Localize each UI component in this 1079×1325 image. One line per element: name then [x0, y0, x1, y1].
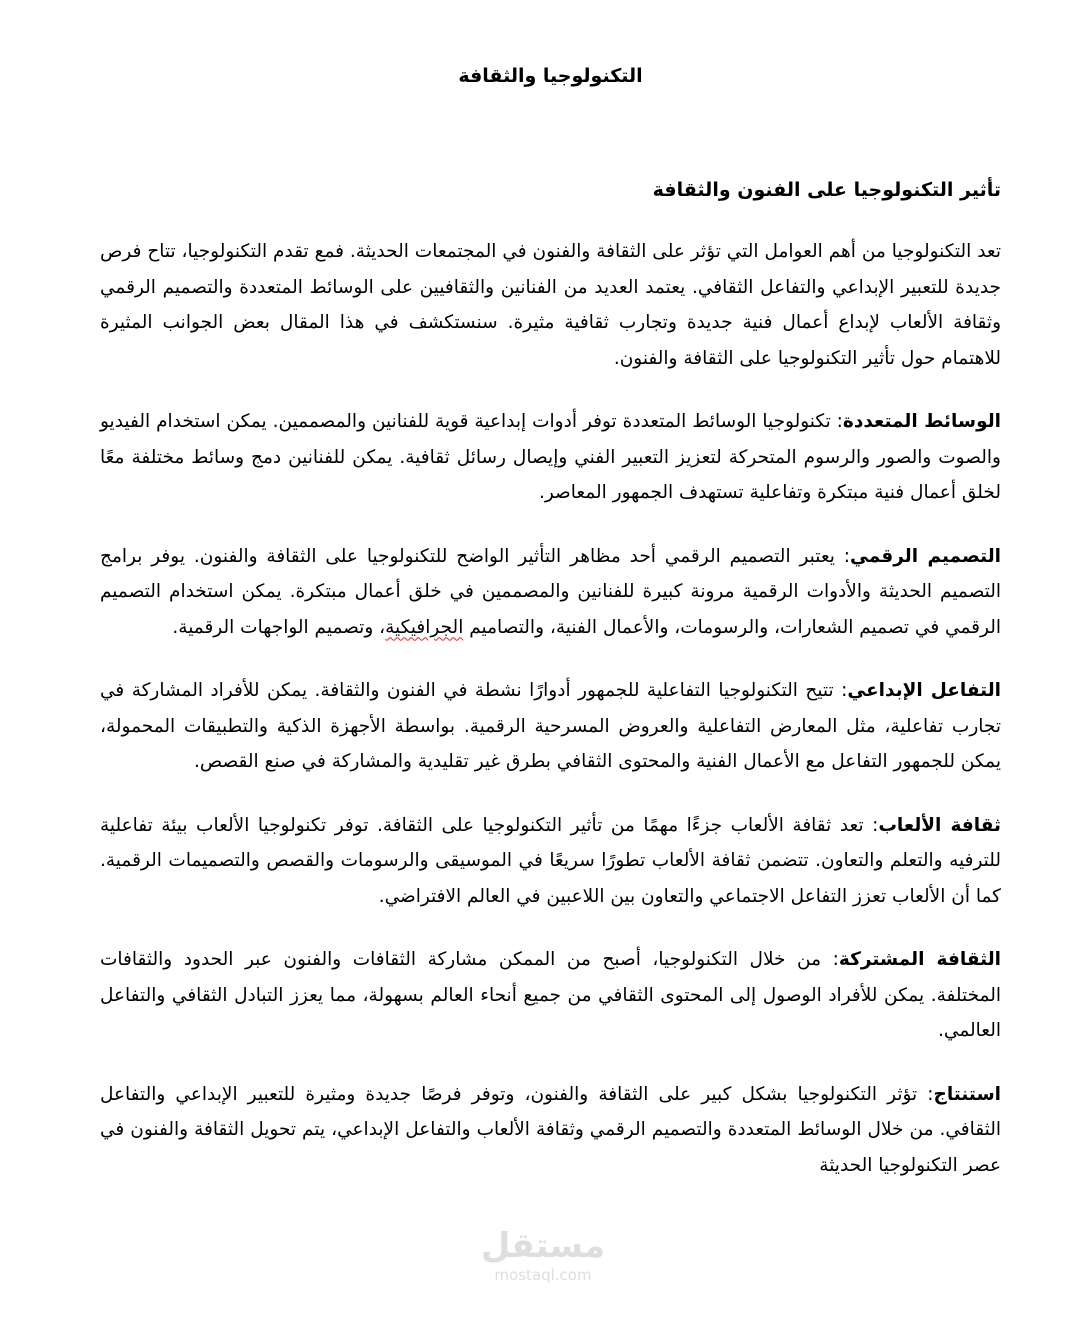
section-heading: تأثير التكنولوجيا على الفنون والثقافة — [652, 179, 1001, 201]
watermark-latin: mostaql.com — [494, 1266, 592, 1284]
shared-culture-text: : من خلال التكنولوجيا، أصبح من الممكن مشاركة الثقافات والفنون عبر الحدود والثقافات المختلفة. يمكن للأفراد الوصول إلى المحتوى الثقافي من جميع أنحاء العالم بسهولة، مما يعزز التبادل الثقافي والتفاعل العالمي. — [100, 949, 1001, 1041]
watermark-arabic: مستقل — [480, 1226, 606, 1266]
intro-paragraph: تعد التكنولوجيا من أهم العوامل التي تؤثر على الثقافة والفنون في المجتمعات الحديثة. فمع تقدم التكنولوجيا، تتاح فرص جديدة للتعبير الإبداعي والتفاعل الثقافي. يعتمد العديد من الفنانين والثقافيين على الوسائط المتعددة والتصميم الرقمي وثقافة الألعاب لإبداع أعمال فنية جديدة وتجارب ثقافية مثيرة. سنستكشف في هذا المقال بعض الجوانب المثيرة للاهتمام حول تأثير التكنولوجيا على الثقافة والفنون. — [100, 241, 1001, 369]
multimedia-term: الوسائط المتعددة — [842, 411, 1002, 432]
digital-design-text-end: ، وتصميم الواجهات الرقمية. — [172, 616, 386, 638]
conclusion-text: : تؤثر التكنولوجيا بشكل كبير على الثقافة والفنون، وتوفر فرصًا جديدة ومثيرة للتعبير الإبداعي والتفاعل الثقافي. من خلال الوسائط المتعددة والتصميم الرقمي وثقافة الألعاب والتفاعل الإبداعي، يتم تحويل الثقافة والفنون في عصر التكنولوجيا الحديثة — [100, 1083, 1001, 1176]
conclusion-term: استنتاج — [933, 1083, 1001, 1105]
digital-design-term: التصميم الرقمي — [850, 545, 1002, 567]
multimedia-paragraph — [100, 404, 1001, 511]
digital-design-paragraph — [100, 539, 1001, 646]
multimedia-text: : تكنولوجيا الوسائط المتعددة توفر أدوات إبداعية قوية للفنانين والمصممين. يمكن استخدام الفيديو والصوت والصور والرسوم المتحركة لتعزيز التعبير الفني وإيصال رسائل ثقافية. يمكن للفنانين دمج وسائط مختلفة معًا لخلق أعمال فنية مبتكرة وتفاعلية تستهدف الجمهور المعاصر. — [100, 411, 1001, 503]
mostaql-watermark — [478, 1226, 608, 1296]
creative-interaction-text: : تتيح التكنولوجيا التفاعلية للجمهور أدوارًا نشطة في الفنون والثقافة. يمكن للأفراد المشاركة في تجارب تفاعلية، مثل المعارض التفاعلية والعروض المسرحية الرقمية. بواسطة الأجهزة الذكية والتطبيقات المحمولة، يمكن للجمهور التفاعل مع الأعمال الفنية والمحتوى الثقافي بطرق غير تقليدية والمشاركة في صنع القصص. — [100, 680, 1001, 772]
shared-culture-paragraph — [100, 942, 1001, 1049]
shared-culture-term: الثقافة المشتركة — [838, 949, 1001, 970]
document-title: التكنولوجيا والثقافة — [458, 65, 643, 87]
creative-interaction-paragraph — [100, 673, 1001, 780]
creative-interaction-term: التفاعل الإبداعي — [847, 680, 1002, 701]
digital-design-text: : يعتبر التصميم الرقمي أحد مظاهر التأثير الواضح للتكنولوجيا على الثقافة والفنون. يوفر برامج التصميم الحديثة والأدوات الرقمية مرونة كبيرة للفنانين والمصممين في خلق أعمال مبتكرة. يمكن استخدام التصميم الرقمي في تصميم الشعارات، والرسومات، والأعمال الفنية، والتصاميم — [100, 545, 1001, 638]
spellcheck-flagged-word: الجرافيكية — [385, 616, 464, 638]
gaming-culture-text: : تعد ثقافة الألعاب جزءًا مهمًا من تأثير التكنولوجيا على الثقافة. توفر تكنولوجيا الألعاب بيئة تفاعلية للترفيه والتعلم والتعاون. تتضمن ثقافة الألعاب تطورًا سريعًا في الموسيقى والرسومات والقصص والتصميمات الرقمية. كما أن الألعاب تعزز التفاعل الاجتماعي والتعاون بين اللاعبين في العالم الافتراضي. — [100, 814, 1001, 907]
conclusion-paragraph — [100, 1077, 1001, 1184]
gaming-culture-paragraph — [100, 808, 1001, 915]
gaming-culture-term: ثقافة الألعاب — [878, 814, 1001, 836]
